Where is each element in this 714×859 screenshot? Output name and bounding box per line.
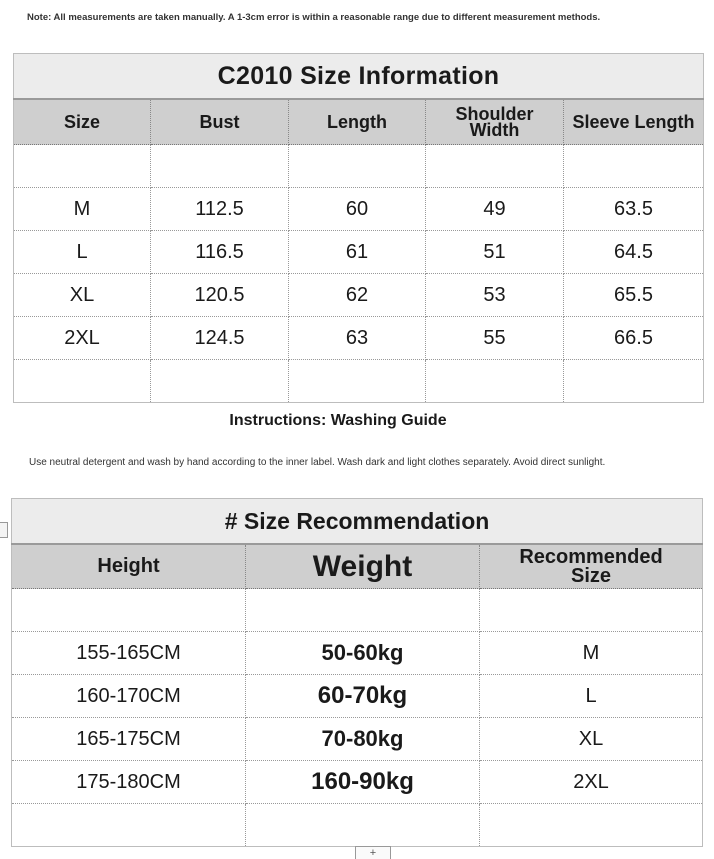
header-height: Height [12,544,246,589]
header-sleeve-length: Sleeve Length [564,99,704,145]
cell-recommended-size: M [480,632,703,675]
cell-sleeve: 66.5 [564,317,704,360]
cell-size: M [14,188,151,231]
table-row-empty [12,589,703,632]
measurement-note: Note: All measurements are taken manually. A 1-3cm error is within a reasonable range due to different measurement methods. [27,12,601,23]
cell-height: 155-165CM [12,632,246,675]
cell-shoulder: 49 [426,188,564,231]
size-table-header-row [14,99,704,145]
table-row-empty [14,145,704,188]
header-shoulder-width: Shoulder Width [426,99,564,145]
cell-sleeve: 64.5 [564,231,704,274]
cell-bust: 124.5 [151,317,289,360]
cell-length: 60 [289,188,426,231]
header-bust: Bust [151,99,289,145]
cell-recommended-size: 2XL [480,761,703,804]
cell-shoulder: 53 [426,274,564,317]
table-row [14,231,704,274]
table-row [14,188,704,231]
cell-sleeve: 63.5 [564,188,704,231]
table-row-empty [12,804,703,847]
washing-guide-text: Use neutral detergent and wash by hand according to the inner label. Wash dark and light clothes separately. Avoid direct sunlight. [29,457,606,468]
cell-height: 165-175CM [12,718,246,761]
cell-weight: 160-90kg [246,761,480,804]
table-row [14,274,704,317]
cell-bust: 120.5 [151,274,289,317]
size-table-title: C2010 Size Information [14,54,704,100]
cell-weight: 50-60kg [246,632,480,675]
size-recommendation-table [11,498,703,847]
cell-length: 63 [289,317,426,360]
edge-handle [0,522,8,538]
cell-recommended-size: XL [480,718,703,761]
cell-size: XL [14,274,151,317]
header-size: Size [14,99,151,145]
cell-height: 175-180CM [12,761,246,804]
add-icon[interactable]: + [355,846,391,859]
table-row [12,761,703,804]
header-length: Length [289,99,426,145]
cell-bust: 112.5 [151,188,289,231]
cell-bust: 116.5 [151,231,289,274]
header-recommended-size: Recommended Size [480,544,703,589]
table-row-empty [14,360,704,403]
cell-size: 2XL [14,317,151,360]
table-row [14,317,704,360]
header-weight: Weight [246,544,480,589]
cell-size: L [14,231,151,274]
cell-shoulder: 51 [426,231,564,274]
cell-recommended-size: L [480,675,703,718]
cell-weight: 60-70kg [246,675,480,718]
table-row [12,675,703,718]
cell-sleeve: 65.5 [564,274,704,317]
cell-shoulder: 55 [426,317,564,360]
cell-weight: 70-80kg [246,718,480,761]
table-row [12,632,703,675]
size-information-table [13,53,704,403]
washing-guide-title: Instructions: Washing Guide [229,412,447,429]
cell-length: 61 [289,231,426,274]
cell-height: 160-170CM [12,675,246,718]
table-row [12,718,703,761]
recommend-table-header-row [12,544,703,589]
cell-length: 62 [289,274,426,317]
recommend-table-title: # Size Recommendation [12,499,703,545]
